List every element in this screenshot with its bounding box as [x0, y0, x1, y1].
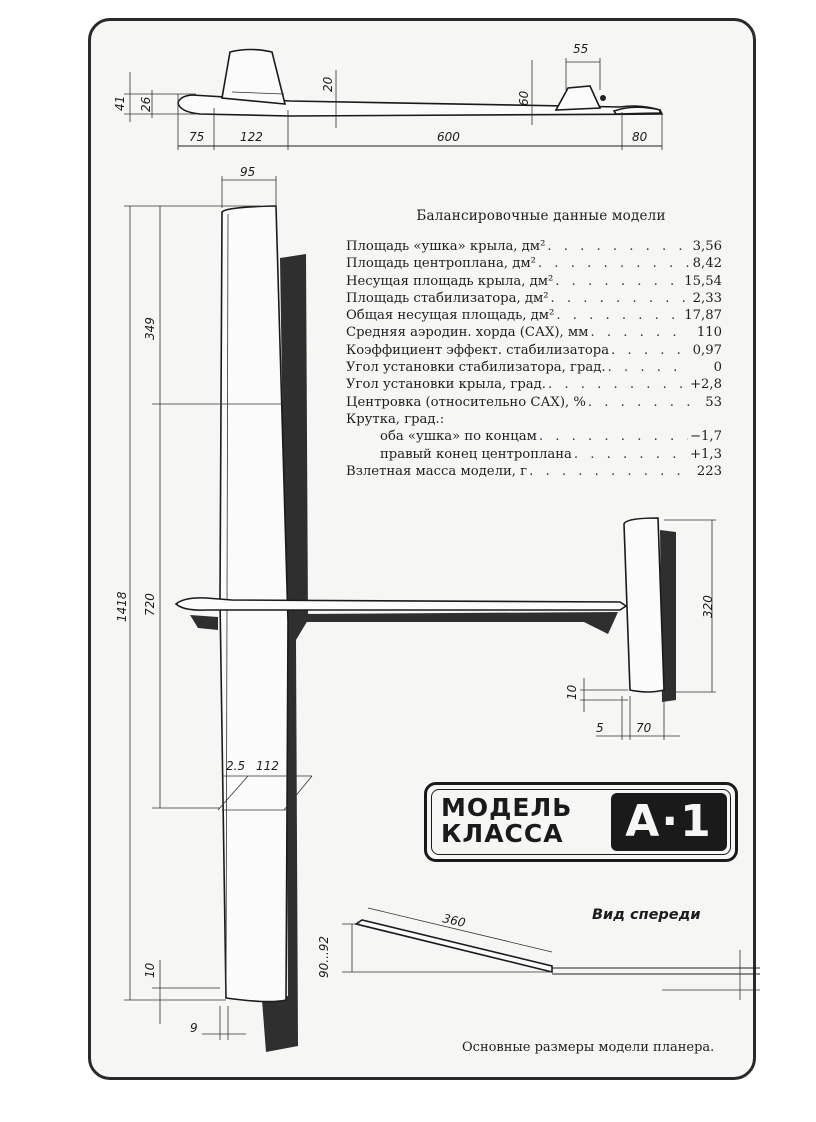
- leader-dots: [574, 446, 688, 463]
- balance-row-label: Угол установки крыла, град.: [346, 377, 546, 393]
- dim-2-5: 2.5: [226, 759, 246, 773]
- dim-75: 75: [189, 130, 205, 144]
- balance-row-value: 0,97: [692, 342, 722, 358]
- balance-row-value: 15,54: [684, 273, 722, 289]
- dim-9: 9: [190, 1021, 198, 1035]
- dim-stab-10: 10: [565, 684, 579, 700]
- dim-360: 360: [441, 911, 467, 931]
- balance-row-label: Крутка, град.:: [346, 411, 445, 427]
- leader-dots: [590, 324, 690, 341]
- balance-row-label: Взлетная масса модели, г: [346, 463, 528, 479]
- side-view: [113, 42, 662, 150]
- balance-row-value: 2,33: [692, 290, 722, 306]
- class-logo: [424, 782, 738, 862]
- balance-row: [346, 273, 722, 290]
- logo-line-1: МОДЕЛЬ: [441, 793, 573, 822]
- leader-dots: [556, 307, 682, 324]
- leader-dots: [608, 359, 690, 376]
- leader-dots: [548, 376, 688, 393]
- leader-dots: [538, 255, 690, 272]
- figure-caption: Основные размеры модели планера.: [462, 1040, 715, 1055]
- balance-row: [346, 290, 722, 307]
- front-view-label: Вид спереди: [592, 907, 701, 923]
- balance-row-value: −1,7: [689, 429, 722, 445]
- balance-row: [346, 324, 722, 341]
- balance-row-label: Несущая площадь крыла, дм²: [346, 273, 554, 289]
- dim-5: 5: [596, 721, 604, 735]
- dim-720: 720: [143, 593, 157, 616]
- balance-row: [346, 307, 722, 324]
- balance-row-label: Площадь стабилизатора, дм²: [346, 290, 549, 306]
- balance-row: [346, 428, 722, 445]
- leader-dots: [539, 428, 688, 445]
- dim-20: 20: [321, 76, 335, 92]
- balance-row-value: 17,87: [684, 308, 722, 324]
- dim-55: 55: [573, 42, 589, 56]
- dim-26: 26: [139, 96, 153, 112]
- balance-row-label: Площадь центроплана, дм²: [346, 256, 536, 272]
- balance-row-value: 53: [705, 394, 722, 410]
- dim-60: 60: [517, 90, 531, 106]
- balance-row-label: Площадь «ушка» крыла, дм²: [346, 239, 546, 254]
- balance-row-value: 223: [696, 463, 722, 479]
- dim-70: 70: [636, 721, 652, 735]
- balance-title: Балансировочные данные модели: [416, 208, 666, 224]
- balance-row: [346, 411, 722, 428]
- balance-row: [346, 255, 722, 272]
- dim-80: 80: [632, 130, 648, 144]
- balance-row-value: +1,3: [689, 446, 722, 462]
- leader-dots: [551, 290, 690, 307]
- leader-dots: [588, 394, 690, 411]
- balance-row: [346, 359, 722, 376]
- balance-row-value: 0: [713, 360, 722, 376]
- balance-row-value: 8,42: [692, 256, 722, 272]
- leader-dots: [529, 463, 690, 480]
- balance-row: [346, 238, 722, 255]
- dim-90-92: 90...92: [317, 936, 331, 978]
- balance-row-label: правый конец центроплана: [380, 446, 572, 462]
- balance-row-label: Коэффициент эффект. стабилизатора: [346, 342, 610, 358]
- dim-600: 600: [437, 130, 460, 144]
- balance-row-label: Центровка (относительно САХ), %: [346, 394, 586, 410]
- balance-row: [346, 376, 722, 393]
- balance-row: [346, 394, 722, 411]
- leader-dots: [611, 342, 690, 359]
- balance-row-label: Угол установки стабилизатора, град.: [346, 360, 606, 376]
- logo-class-label: А·1: [611, 793, 727, 851]
- dim-112: 112: [256, 759, 279, 773]
- balance-rows: [346, 238, 722, 480]
- dim-1418: 1418: [115, 591, 129, 622]
- balance-row-label: оба «ушка» по концам: [380, 429, 537, 445]
- dim-320: 320: [701, 595, 715, 618]
- balance-row: [346, 446, 722, 463]
- balance-row-value: +2,8: [689, 377, 722, 393]
- balance-row-value: 110: [696, 325, 722, 341]
- leader-dots: [555, 273, 682, 290]
- dim-349: 349: [143, 317, 157, 340]
- leader-dots: [547, 238, 690, 255]
- logo-title: [441, 795, 572, 847]
- balance-data-table: [346, 208, 722, 480]
- balance-row-value: 3,56: [692, 239, 722, 254]
- stabilizer-view: [565, 518, 716, 740]
- balance-row-label: Средняя аэродин. хорда (САХ), мм: [346, 325, 589, 341]
- balance-row: [346, 463, 722, 480]
- dim-41: 41: [113, 95, 127, 111]
- logo-line-2: КЛАССА: [441, 819, 564, 848]
- dim-10: 10: [143, 962, 157, 978]
- dim-95: 95: [240, 165, 256, 179]
- dim-122: 122: [240, 130, 263, 144]
- balance-row-label: Общая несущая площадь, дм²: [346, 308, 555, 324]
- balance-row: [346, 342, 722, 359]
